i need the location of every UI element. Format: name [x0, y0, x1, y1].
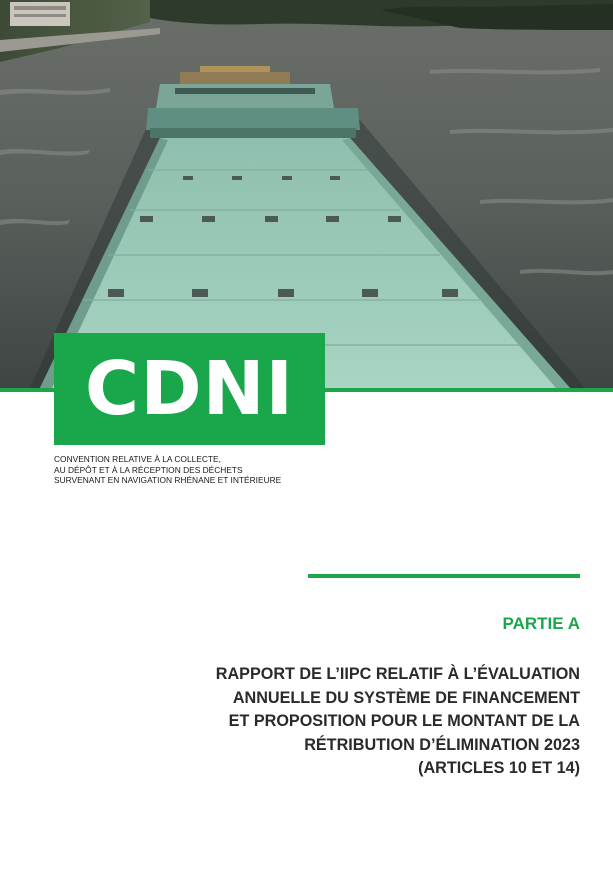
cdni-logo-text: CDNI [84, 346, 295, 432]
report-title-line: RÉTRIBUTION D’ÉLIMINATION 2023 [304, 735, 580, 754]
convention-line: CONVENTION RELATIVE À LA COLLECTE, [54, 454, 221, 464]
convention-subtitle [54, 454, 354, 486]
report-title-line: RAPPORT DE L’IIPC RELATIF À L’ÉVALUATION [215, 665, 580, 683]
report-title-line: ET PROPOSITION POUR LE MONTANT DE LA [228, 712, 580, 730]
cover-photo [0, 0, 613, 388]
section-divider [308, 574, 580, 578]
convention-line: AU DÉPÔT ET À LA RÉCEPTION DES DÉCHETS [54, 464, 243, 475]
partie-heading: PARTIE A [502, 614, 580, 633]
report-title-line: (ARTICLES 10 ET 14) [418, 759, 580, 777]
report-title [110, 663, 580, 781]
cdni-logo [54, 333, 325, 445]
report-title-line: ANNUELLE DU SYSTÈME DE FINANCEMENT [232, 688, 580, 707]
convention-line: SURVENANT EN NAVIGATION RHÉNANE ET INTÉRIEURE [54, 475, 282, 486]
